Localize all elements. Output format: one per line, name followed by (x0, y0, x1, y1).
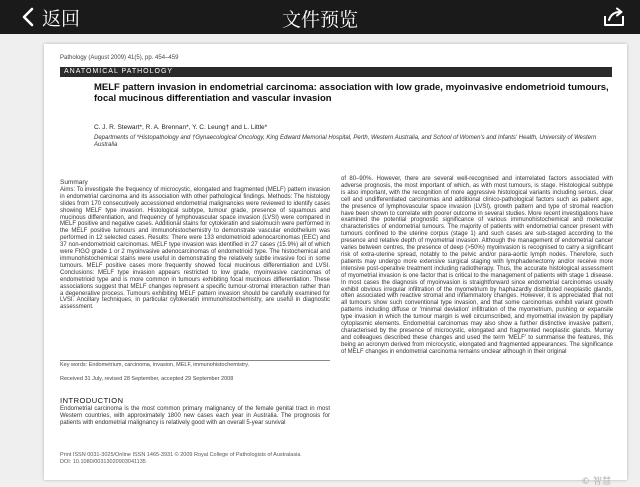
page-footer (60, 452, 612, 465)
section-bar (60, 67, 612, 77)
keywords: Key words: Endometrium, carcinoma, invasion, MELF, immunohistochemistry. (60, 362, 250, 368)
summary-heading: Summary (60, 179, 88, 186)
issn-line: Print ISSN 0031-3025/Online ISSN 1465-3931 © 2009 Royal College of Pathologists of Australasia (60, 452, 301, 458)
watermark: © 智慧 (581, 477, 611, 487)
page-title: 文件预览 (281, 9, 358, 31)
share-icon[interactable] (602, 6, 626, 28)
document-page (44, 44, 627, 487)
top-bar (0, 0, 640, 34)
section-label: ANATOMICAL PATHOLOGY (64, 68, 174, 75)
document-viewer[interactable] (0, 34, 640, 487)
intro-heading: INTRODUCTION (60, 396, 124, 405)
back-label: 返回 (42, 7, 81, 30)
paper-title: MELF pattern invasion in endometrial carcinoma: association with low grade, myoinvasive endometrioid tumours, focal mucinous differentiation and vascular invasion (94, 82, 609, 104)
affiliation: Departments of *Histopathology and †Gynaecological Oncology, King Edward Memorial Hospital, Perth, Western Australia, and School of Women's and Infants' Health, University of Western Australia (94, 135, 597, 148)
doi-line: DOI: 10.1080/00313020903041135 (60, 458, 146, 465)
divider (60, 360, 330, 361)
summary-text: Aims: To investigate the frequency of microcystic, elongated and fragmented (MELF) pattern invasion in endometrial carcinoma and its association with other pathological findings. Methods: The histology slides from 170 consecutively accessioned endometrial malignancies were reviewed to identify cases showing MELF type invasion. Histological subtype, tumour grade, presence of squamous and mucinous differentiation, and frequency of lymphovascular space invasion (LVSI) were compared in MELF positive and negative cases. Additional stains for cytokeratin and sialomucin were performed in the MELF positive tumours and immunohistochemistry to demonstrate vascular endothelium was performed in 12 selected cases. Results: There were 133 endometrioid adenocarcinomas (EEC) and 37 non-endometrioid carcinomas. MELF type invasion was identified in 27 cases (15.9%) all of which were FIGO grade 1 or 2 myoinvasive adenocarcinomas of endometrioid type. The histochemical and immunohistochemical stains were useful in demonstrating the relatively subtle invasive foci in some tumours. MELF positive cases more frequently showed focal mucinous differentiation and LVSI. Conclusions: MELF type invasion appears restricted to low grade, myoinvasive carcinomas of endometrioid type and is more common in tumours exhibiting focal mucinous differentiation. These associations suggest that MELF changes represent a specific tumour-stromal interaction rather than a degenerative process. Tumours exhibiting MELF pattern invasion should be carefully examined for LVSI. Ancillary techniques, in particular cytokeratin immunohistochemistry, are useful in diagnostic assessment. (60, 186, 330, 311)
intro-text: Endometrial carcinoma is the most common primary malignancy of the female genital tract in most Western countries, with approximately 1800 new cases each year in Australia. The prognosis for patients with endometrial malignancy is relatively good with an overall 5-year survival (60, 406, 330, 426)
received-dates: Received 31 July, revised 28 September, accepted 29 September 2008 (60, 376, 234, 382)
right-column-text: of 80–90%. However, there are several well-recognised and interrelated factors associated with adverse prognosis, the most important of which, as with most tumours, is stage. Histological subtype is also important, with the recognition of more aggressive histological variants including serous, clear cell and undifferentiated carcinomas and additional clinico-pathological factors such as patient age, the presence of lymphovascular space invasion (LVSI), growth pattern and type of stromal reaction have been shown to correlate with poorer outcome in several studies. More recent investigations have examined the potential prognostic significance of various immunohistochemical and molecular characteristics of endometrial tumours. The majority of patients with endometrial cancer present with tumours confined to the uterine corpus (stage 1) and such cases are sub-staged according to the presence and relative depth of myometrial invasion. Although the management of endometrial cancer varies between centres, the presence of deep (>50%) myoinvasion is recognised to carry a significant risk of extra-uterine spread, notably to the pelvic and/or para-aortic lymph nodes. Therefore, such patients may undergo more extensive surgical staging with lymphadenectomy and/or receive more intensive post-operative treatment including radiotherapy. Thus, the accurate histological assessment of myometrial invasion is one factor that is critical to the management of patients with stage 1 disease. In most cases the diagnosis of myoinvasion is straightforward since endometrial carcinomas usually exhibit obvious irregular infiltration of the myometrium by haphazardly distributed neoplastic glands, often associated with reactive stromal and inflammatory changes. However, it is appreciated that not all tumours show such conventional type invasion, and that some carcinomas exhibit variant growth patterns including diffuse or 'minimal deviation' infiltration of the myometrium, pushing or expansile type invasion in which the tumour margin is well circumscribed, and myometrial invasion by papillary cytoplasmic elements. Endometrial carcinomas may also show a further distinctive invasive pattern, characterised by the presence of microcystic, elongated and fragmented neoplastic glands. Murray and colleagues described these changes and used the term 'MELF' to summarise the features, this being an acronym derived from microcystic, elongated and fragmented appearances. The significance of MELF changes in endometrial carcinoma remains unclear although in their original (341, 176, 613, 355)
right-column (341, 176, 613, 356)
authors: C. J. R. Stewart*, R. A. Brennan*, Y. C. Leung† and L. Little* (94, 124, 268, 131)
left-column (60, 180, 330, 311)
journal-line: Pathology (August 2009) 41(5), pp. 454–459 (60, 55, 179, 61)
